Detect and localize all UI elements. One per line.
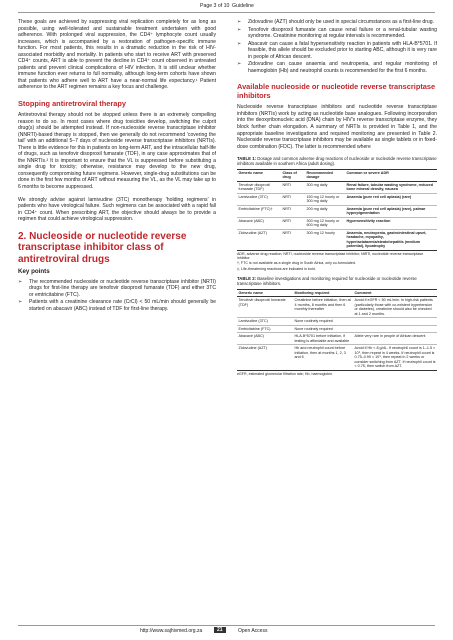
table-1-footnote: †, FTC is not available as a single drug in South Africa, only co-formulated.: [237, 261, 356, 266]
footer-page-number: 21: [214, 627, 226, 633]
footer-divider: [18, 625, 435, 626]
table-header: Recommended dosage: [305, 169, 345, 181]
footer-open-access: Open Access: [238, 628, 268, 634]
table-1-footnote: ‡, Life-threatening reactions are indicated in bold.: [237, 266, 316, 271]
header-page-number: Page 3 of 10: [200, 3, 230, 9]
available-nrti-heading: Available nucleoside or nucleotide reverse transcriptase inhibitors: [237, 82, 436, 101]
table-1: [237, 169, 437, 251]
stopping-art-paragraph: Antiretroviral therapy should not be stopped unless there is an extremely compelling reason to do so. In most cases where drug toxicities develop, switching the culprit drug(s) should be attempted instead. If non-nucleoside reverse transcriptase inhibitor (NNRTI)-based therapy is stopped, then we generally do not recommend 'covering the tail' with an additional 5–7 days of nucleoside reverse transcriptase inhibitors (NRTIs). There is little evidence for this in patients on long-term ART, and the intracellular half-life of drugs, such as tenofovir disoproxil fumarate (TDF), in any case approximates that of the NNRTIs.² It is important to ensure that the VL is suppressed before substituting a single drug for toxicity; otherwise, resistance may develop to the new drug, consequently compromising future regimens. However, single-drug substitutions can be done in the first few months of ART without measuring the VL, as the VL may take up to 6 months to become suppressed.: [18, 112, 216, 191]
left-column: [18, 19, 216, 314]
arrow-bullet-icon: ➢: [237, 26, 242, 33]
key-points-heading: Key points: [18, 268, 50, 276]
available-nrti-paragraph: Nucleoside reverse transcriptase inhibitors and nucleotide reverse transcriptase inhibitors (NRTIs) work by acting as nucleotide base analogues. Following incorporation into the deoxyribonucleic acid (DNA) chain by HIV's reverse transcriptase enzyme, they block further chain elongation. A summary of NRTIs is provided in Table 1, and the appropriate baseline investigations and required monitoring are presented in Table 2. Nucleoside reverse transcriptase inhibitors may be available as single tablets or in fixed-dose combination (FDC). The latter is recommended where: [237, 104, 437, 150]
table-row: Emtricitabine (FTC)† NRTI 200 mg daily Anaemia (pure red cell aplasia) (rare), palmar hyperpigmentation: [237, 205, 437, 217]
table-row: Lamivudine (3TC) None routinely required: [237, 318, 437, 326]
list-item: ➢ The recommended nucleoside or nucleotide reverse transcriptase inhibitor (NRTI) drugs for first-line therapy are tenofovir disoproxil fumarate (TDF) and either 3TC or emtricitabine (FTC).: [18, 278, 216, 298]
table-row: Zidovudine (AZT) NRTI 300 mg 12 hourly Anaemia, neutropenia, gastrointestinal upset, headache, myopathy, hyperlactataemia/steatohepatitis (medium potential), lipoatrophy: [237, 229, 437, 250]
intro-paragraph: These goals are achieved by suppressing viral replication completely for as long as possible, using well-tolerated and sustainable treatment undertaken with good adherence. With prolonged viral suppression, the CD4⁺ lymphocyte count usually increases, which is accompanied by a restoration of pathogen-specific immune function. For most patients, this results in a dramatic reduction in the risk of HIV-associated morbidity and mortality. In patients who start to receive ART with preserved CD4⁺ counts, ART is able to prevent the decline in CD4⁺ count observed in untreated patients and prevent clinical complications of HIV infection. It is still unclear whether immune function ever returns to full normality, although long-term cohorts have shown that patients who adhere well to ART have a near-normal life expectancy.¹ Patient adherence to the ART regimen remains a key focus and challenge.: [18, 19, 216, 91]
stopping-art-heading: Stopping antiretroviral therapy: [18, 99, 127, 109]
table-header: Generic name: [237, 289, 293, 297]
list-item: ➢ Tenofovir disoproxil fumarate can cause renal failure or a renal-tubular wasting syndrome. Creatinine monitoring at regular intervals is recommended.: [237, 26, 437, 40]
table-row: Tenofovir disoproxil fumarate (TDF) NRTI 300 mg daily Renal failure, tubular wasting syndrome, reduced bone mineral density, nausea: [237, 181, 437, 193]
header-divider: [18, 12, 435, 13]
table-row: Lamivudine (3TC) NRTI 150 mg 12 hourly or 300 mg daily Anaemia (pure red cell aplasia) (rare): [237, 193, 437, 205]
table-row: Zidovudine (AZT) Hb and neutrophil count before initiation, then at months 1, 2, 3 and 6 Avoid if Hb < 8 g/dL. If neutrophil count is 1–1.5 × 10⁹, then repeat in 4 weeks. If neutrophil count is 0.75–0.99 × 10⁹, then repeat in 2 weeks or consider switching from AZT. If neutrophil count is < 0.75, then switch from AZT.: [238, 346, 436, 369]
key-points-list: [18, 279, 216, 313]
table-header: Monitoring required: [293, 289, 353, 297]
arrow-bullet-icon: ➢: [237, 61, 242, 68]
list-item: ➢ Abacavir can cause a fatal hypersensitivity reaction in patients with HLA-B*5701. If feasible, this allele should be excluded prior to starting ABC, although it is very rare in people of African descent.: [237, 40, 437, 60]
arrow-bullet-icon: ➢: [18, 278, 23, 285]
table-1-caption: TABLE 1: Dosage and common adverse drug reactions of nucleoside or nucleotide reverse transcriptase inhibitors available in southern Africa (adult dosing).: [237, 156, 437, 167]
table-2-caption: TABLE 2: Baseline investigations and monitoring required for nucleoside or nucleotide reverse transcriptase inhibitors.: [237, 276, 417, 287]
table-header: Common or severe ADR: [345, 169, 437, 181]
table-header: Comment: [353, 289, 437, 297]
table-row: Tenofovir disoproxil fumarate (TDF) Creatinine before initiation, then at 4 months, 8 months and then 6 monthly thereafter Avoid if eGFR < 50 mL/min. In high-risk patients (particularly those with co-existent hypertension or diabetes), creatinine should also be checked at 1 and 2 months.: [237, 297, 437, 318]
list-item: ➢ Zidovudine (AZT) should only be used in special circumstances as a first-line drug.: [237, 19, 435, 25]
footer-url-link[interactable]: http://www.sajhivmed.org.za: [140, 628, 203, 634]
table-row: Abacavir (ABC) NRTI 300 mg 12 hourly or 600 mg daily Hypersensitivity reaction: [237, 217, 437, 229]
table-2-footnote: eGFR, estimated glomerular filtration rate; Hb, haemoglobin.: [237, 371, 334, 376]
table-header: Generic name: [237, 169, 281, 181]
arrow-bullet-icon: ➢: [237, 19, 242, 25]
arrow-bullet-icon: ➢: [237, 40, 242, 47]
monotherapy-paragraph: We strongly advise against lamivudine (3TC) monotherapy 'holding regimens' in patients who have virological failure. Such regimens can be associated with a rapid fall in CD4⁺ count. When prescribing ART, the objective should always be to provide a regimen that could achieve virological suppression.: [18, 196, 216, 223]
table-1-footnote: ADR, adverse drug reaction; NRTI, nucleoside reverse transcriptase inhibitor; NtRTI, nucleotide reverse transcriptase inhibitor.: [237, 251, 424, 261]
table-header: Class of drug: [281, 169, 305, 181]
section-2-heading: 2. Nucleoside or nucleotide reverse transcriptase inhibitor class of antiretroviral drugs: [18, 230, 187, 265]
header-section: Guideline: [232, 3, 254, 9]
arrow-bullet-icon: ➢: [18, 299, 23, 306]
key-points-list-continued: [237, 19, 437, 74]
list-item: ➢ Patients with a creatinine clearance rate (CrCl) < 50 mL/min should generally be started on abacavir (ABC) instead of TDF for first-line therapy.: [18, 299, 216, 312]
table-row: Emtricitabine (FTC) None routinely required: [237, 325, 437, 333]
table-row: Abacavir (ABC) HLA-B*5701 before initiation, if testing is affordable and available Allele very rare in people of African descent: [237, 333, 437, 345]
table-2: [237, 289, 437, 371]
list-item: ➢ Zidovudine can cause anaemia and neutropenia, and regular monitoring of haemoglobin (Hb) and neutrophil counts is recommended for the first 6 months.: [237, 61, 437, 74]
right-column: [237, 19, 437, 376]
